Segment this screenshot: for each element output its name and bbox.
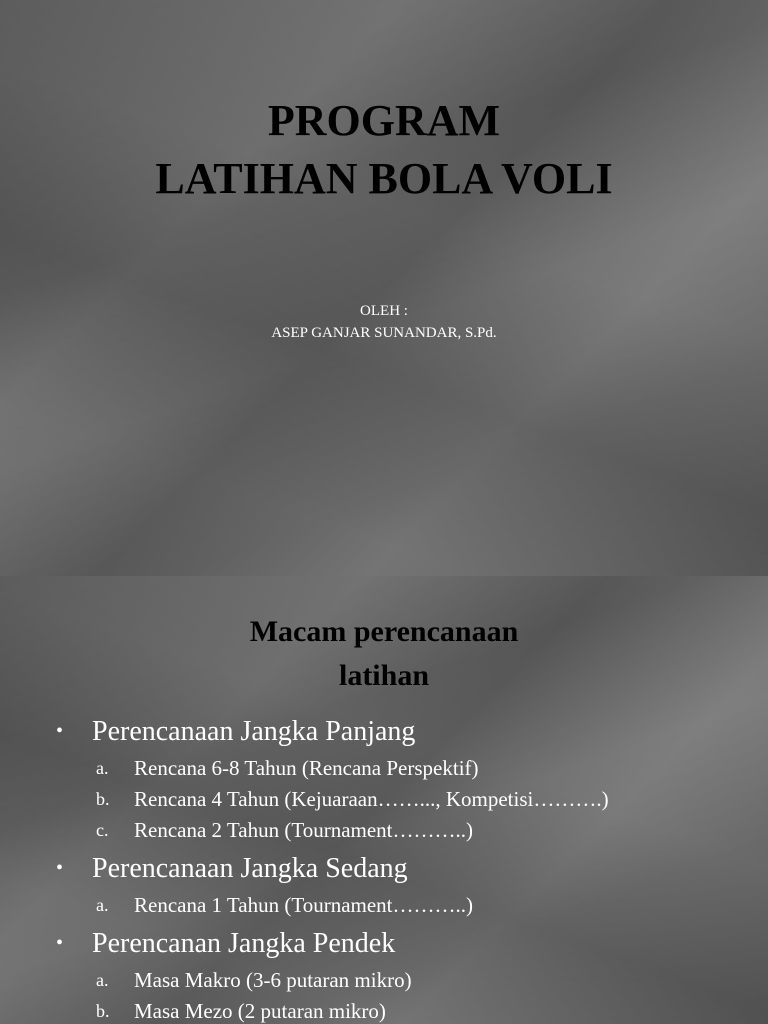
sub-item-marker: c.: [96, 820, 109, 840]
content-slide: [0, 576, 768, 1024]
sub-item-text: Masa Mezo (2 putaran mikro): [134, 999, 386, 1023]
sub-item-marker: a.: [96, 970, 109, 990]
sub-item-text: Rencana 2 Tahun (Tournament………..): [134, 818, 473, 842]
sub-item-text: Rencana 4 Tahun (Kejuaraan……..., Kompetisi……….): [134, 787, 609, 811]
bullet-item: [0, 716, 768, 754]
sub-item-marker: a.: [96, 758, 109, 778]
sub-list-item: [0, 816, 768, 847]
author-name: ASEP GANJAR SUNANDAR, S.Pd.: [271, 325, 497, 341]
by-label: OLEH :: [360, 303, 408, 319]
sub-item-marker: a.: [96, 895, 109, 915]
sub-item-text: Rencana 1 Tahun (Tournament………..): [134, 893, 473, 917]
title-line-2: LATIHAN BOLA VOLI: [155, 154, 613, 203]
sub-list-item: [0, 785, 768, 816]
byline: [0, 300, 768, 344]
bullet-item: [0, 853, 768, 891]
title-line-2: latihan: [338, 659, 430, 692]
title-line-1: PROGRAM: [267, 96, 501, 145]
bullet-label: Perencanan Jangka Pendek: [92, 928, 396, 959]
sub-list-item: [0, 966, 768, 997]
slide-title: [0, 92, 768, 208]
title-line-1: Macam perencanaan: [249, 615, 519, 648]
sub-item-marker: b.: [96, 789, 110, 809]
sub-item-text: Rencana 6-8 Tahun (Rencana Perspektif): [134, 756, 479, 780]
sub-list-item: [0, 891, 768, 922]
bullet-label: Perencanaan Jangka Sedang: [92, 853, 408, 884]
bullet-label: Perencanaan Jangka Panjang: [92, 716, 416, 747]
bullet-icon: •: [56, 720, 64, 742]
bullet-list: [0, 716, 768, 1024]
bullet-icon: •: [56, 857, 64, 879]
sub-list-item: [0, 754, 768, 785]
sub-item-marker: b.: [96, 1001, 110, 1021]
bullet-item: [0, 928, 768, 966]
sub-list-item: [0, 997, 768, 1024]
bullet-icon: •: [56, 932, 64, 954]
slide-title: [0, 610, 768, 698]
sub-item-text: Masa Makro (3-6 putaran mikro): [134, 968, 412, 992]
